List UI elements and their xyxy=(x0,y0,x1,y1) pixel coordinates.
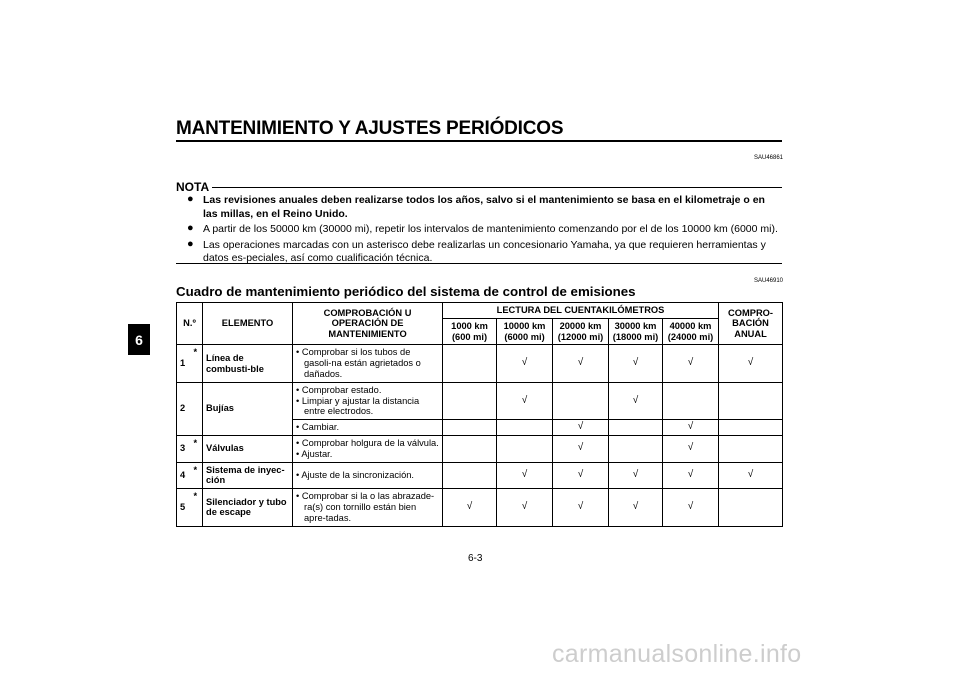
header-odometer: LECTURA DEL CUENTAKILÓMETROS xyxy=(443,303,719,319)
nota-item xyxy=(176,223,782,237)
header-km xyxy=(497,318,553,345)
interval-check-cell xyxy=(663,462,719,489)
check-mark-icon: √ xyxy=(747,468,754,480)
check-mark-icon: √ xyxy=(632,357,639,369)
header-km-value: 20000 km xyxy=(559,320,602,331)
annual-check-cell xyxy=(719,382,783,419)
table-row xyxy=(177,462,783,489)
check-mark-icon: √ xyxy=(687,468,694,480)
check-mark-icon: √ xyxy=(687,357,694,369)
row-operations xyxy=(293,462,443,489)
interval-check-cell xyxy=(553,462,609,489)
row-asterisk: * xyxy=(194,489,203,526)
check-mark-icon: √ xyxy=(687,421,694,433)
bullet-icon: ● xyxy=(187,237,194,250)
row-number: 3 xyxy=(177,435,194,462)
annual-check-cell xyxy=(719,435,783,462)
chapter-tab: 6 xyxy=(128,324,150,355)
check-mark-icon: √ xyxy=(747,357,754,369)
interval-check-cell xyxy=(663,435,719,462)
operation-line: • Comprobar si la o las abrazade-ra(s) con tornillo están bien apre-tadas. xyxy=(296,491,435,523)
interval-check-cell xyxy=(553,382,609,419)
row-operations xyxy=(293,382,443,419)
row-number: 1 xyxy=(177,345,194,382)
row-number: 4 xyxy=(177,462,194,489)
header-km-value: 30000 km xyxy=(614,320,657,331)
table-row xyxy=(177,382,783,419)
interval-check-cell xyxy=(443,462,497,489)
check-mark-icon: √ xyxy=(577,421,584,433)
interval-check-cell xyxy=(553,489,609,526)
row-element: Sistema de inyec-ción xyxy=(203,462,293,489)
operation-line: • Comprobar holgura de la válvula. xyxy=(296,437,439,448)
check-mark-icon: √ xyxy=(632,394,639,406)
row-asterisk xyxy=(194,382,203,435)
check-mark-icon: √ xyxy=(687,442,694,454)
operation-line: • Cambiar. xyxy=(296,422,340,433)
nota-item xyxy=(176,239,782,266)
nota-list xyxy=(176,194,782,268)
watermark: carmanualsonline.info xyxy=(552,640,802,668)
page-title: MANTENIMIENTO Y AJUSTES PERIÓDICOS xyxy=(176,118,564,139)
check-mark-icon: √ xyxy=(687,500,694,512)
interval-check-cell xyxy=(553,420,609,436)
nota-bottom-rule xyxy=(176,263,782,264)
header-km-value: 10000 km xyxy=(503,320,546,331)
row-element: Válvulas xyxy=(203,435,293,462)
interval-check-cell xyxy=(553,345,609,382)
check-mark-icon: √ xyxy=(577,442,584,454)
table-row xyxy=(177,435,783,462)
title-rule xyxy=(176,140,782,142)
annual-check-cell xyxy=(719,462,783,489)
interval-check-cell xyxy=(443,382,497,419)
header-mi-value: (24000 mi) xyxy=(667,331,714,342)
interval-check-cell xyxy=(443,345,497,382)
interval-check-cell xyxy=(497,382,553,419)
header-km-value: 40000 km xyxy=(669,320,712,331)
table-row xyxy=(177,345,783,382)
row-operations xyxy=(293,435,443,462)
annual-check-cell xyxy=(719,420,783,436)
header-km xyxy=(663,318,719,345)
check-mark-icon: √ xyxy=(521,468,528,480)
document-code: SAU46861 xyxy=(754,155,784,161)
row-element: Silenciador y tubo de escape xyxy=(203,489,293,526)
header-km xyxy=(609,318,663,345)
bullet-icon: ● xyxy=(187,222,194,234)
check-mark-icon: √ xyxy=(521,500,528,512)
nota-item xyxy=(176,194,782,221)
check-mark-icon: √ xyxy=(521,394,528,406)
header-annual: COMPRO-BACIÓN ANUAL xyxy=(719,303,783,345)
annual-check-cell xyxy=(719,489,783,526)
nota-item-text: Las operaciones marcadas con un asterisco debe realizarlas un concesionario Yamaha, ya que requieren herramientas y datos es-peciales, así como cualificación técnica. xyxy=(203,238,766,264)
bullet-icon: ● xyxy=(187,193,194,205)
interval-check-cell xyxy=(663,489,719,526)
interval-check-cell xyxy=(609,420,663,436)
header-km xyxy=(553,318,609,345)
operation-line: • Ajustar. xyxy=(296,448,333,459)
check-mark-icon: √ xyxy=(577,357,584,369)
row-operations xyxy=(293,420,443,436)
interval-check-cell xyxy=(609,345,663,382)
interval-check-cell xyxy=(497,489,553,526)
row-number: 5 xyxy=(177,489,194,526)
interval-check-cell xyxy=(609,489,663,526)
check-mark-icon: √ xyxy=(577,500,584,512)
interval-check-cell xyxy=(609,462,663,489)
header-mi-value: (18000 mi) xyxy=(612,331,659,342)
interval-check-cell xyxy=(443,435,497,462)
row-asterisk: * xyxy=(194,345,203,382)
nota-label: NOTA xyxy=(176,180,210,194)
operation-line: • Comprobar si los tubos de gasoli-na están agrietados o dañados. xyxy=(296,347,421,379)
interval-check-cell xyxy=(609,435,663,462)
row-asterisk: * xyxy=(194,435,203,462)
nota-rule xyxy=(212,187,782,188)
interval-check-cell xyxy=(497,420,553,436)
table-row xyxy=(177,489,783,526)
operation-line: • Limpiar y ajustar la distancia entre electrodos. xyxy=(296,395,420,417)
table-body xyxy=(177,345,783,526)
maintenance-table xyxy=(176,302,783,527)
header-element: ELEMENTO xyxy=(203,303,293,345)
header-operation: COMPROBACIÓN U OPERACIÓN DE MANTENIMIENTO xyxy=(293,303,443,345)
interval-check-cell xyxy=(609,382,663,419)
interval-check-cell xyxy=(497,462,553,489)
header-mi-value: (600 mi) xyxy=(451,331,488,342)
interval-check-cell xyxy=(443,489,497,526)
row-element: Bujías xyxy=(203,382,293,435)
operation-line: • Ajuste de la sincronización. xyxy=(296,469,414,480)
nota-item-text: A partir de los 50000 km (30000 mi), repetir los intervalos de mantenimiento comenzando por el de los 10000 km (6000 mi). xyxy=(203,223,778,235)
section-code: SAU46910 xyxy=(754,278,784,284)
check-mark-icon: √ xyxy=(632,500,639,512)
check-mark-icon: √ xyxy=(466,500,473,512)
interval-check-cell xyxy=(497,435,553,462)
interval-check-cell xyxy=(497,345,553,382)
check-mark-icon: √ xyxy=(632,468,639,480)
section-title: Cuadro de mantenimiento periódico del sistema de control de emisiones xyxy=(176,284,636,299)
table-header-row xyxy=(177,303,783,319)
check-mark-icon: √ xyxy=(521,357,528,369)
nota-item-text: Las revisiones anuales deben realizarse todos los años, salvo si el mantenimiento se basa en el kilometraje o en las millas, en el Reino Unido. xyxy=(203,194,765,220)
interval-check-cell xyxy=(553,435,609,462)
page-number: 6-3 xyxy=(468,553,483,564)
row-operations xyxy=(293,489,443,526)
header-km xyxy=(443,318,497,345)
row-asterisk: * xyxy=(194,462,203,489)
interval-check-cell xyxy=(443,420,497,436)
header-mi-value: (12000 mi) xyxy=(557,331,604,342)
header-mi-value: (6000 mi) xyxy=(504,331,545,342)
row-element: Línea de combusti-ble xyxy=(203,345,293,382)
interval-check-cell xyxy=(663,382,719,419)
check-mark-icon: √ xyxy=(577,468,584,480)
annual-check-cell xyxy=(719,345,783,382)
row-operations xyxy=(293,345,443,382)
interval-check-cell xyxy=(663,345,719,382)
row-number: 2 xyxy=(177,382,194,435)
header-num: N.º xyxy=(177,303,203,345)
interval-check-cell xyxy=(663,420,719,436)
operation-line: • Comprobar estado. xyxy=(296,384,382,395)
header-km-value: 1000 km xyxy=(451,320,488,331)
